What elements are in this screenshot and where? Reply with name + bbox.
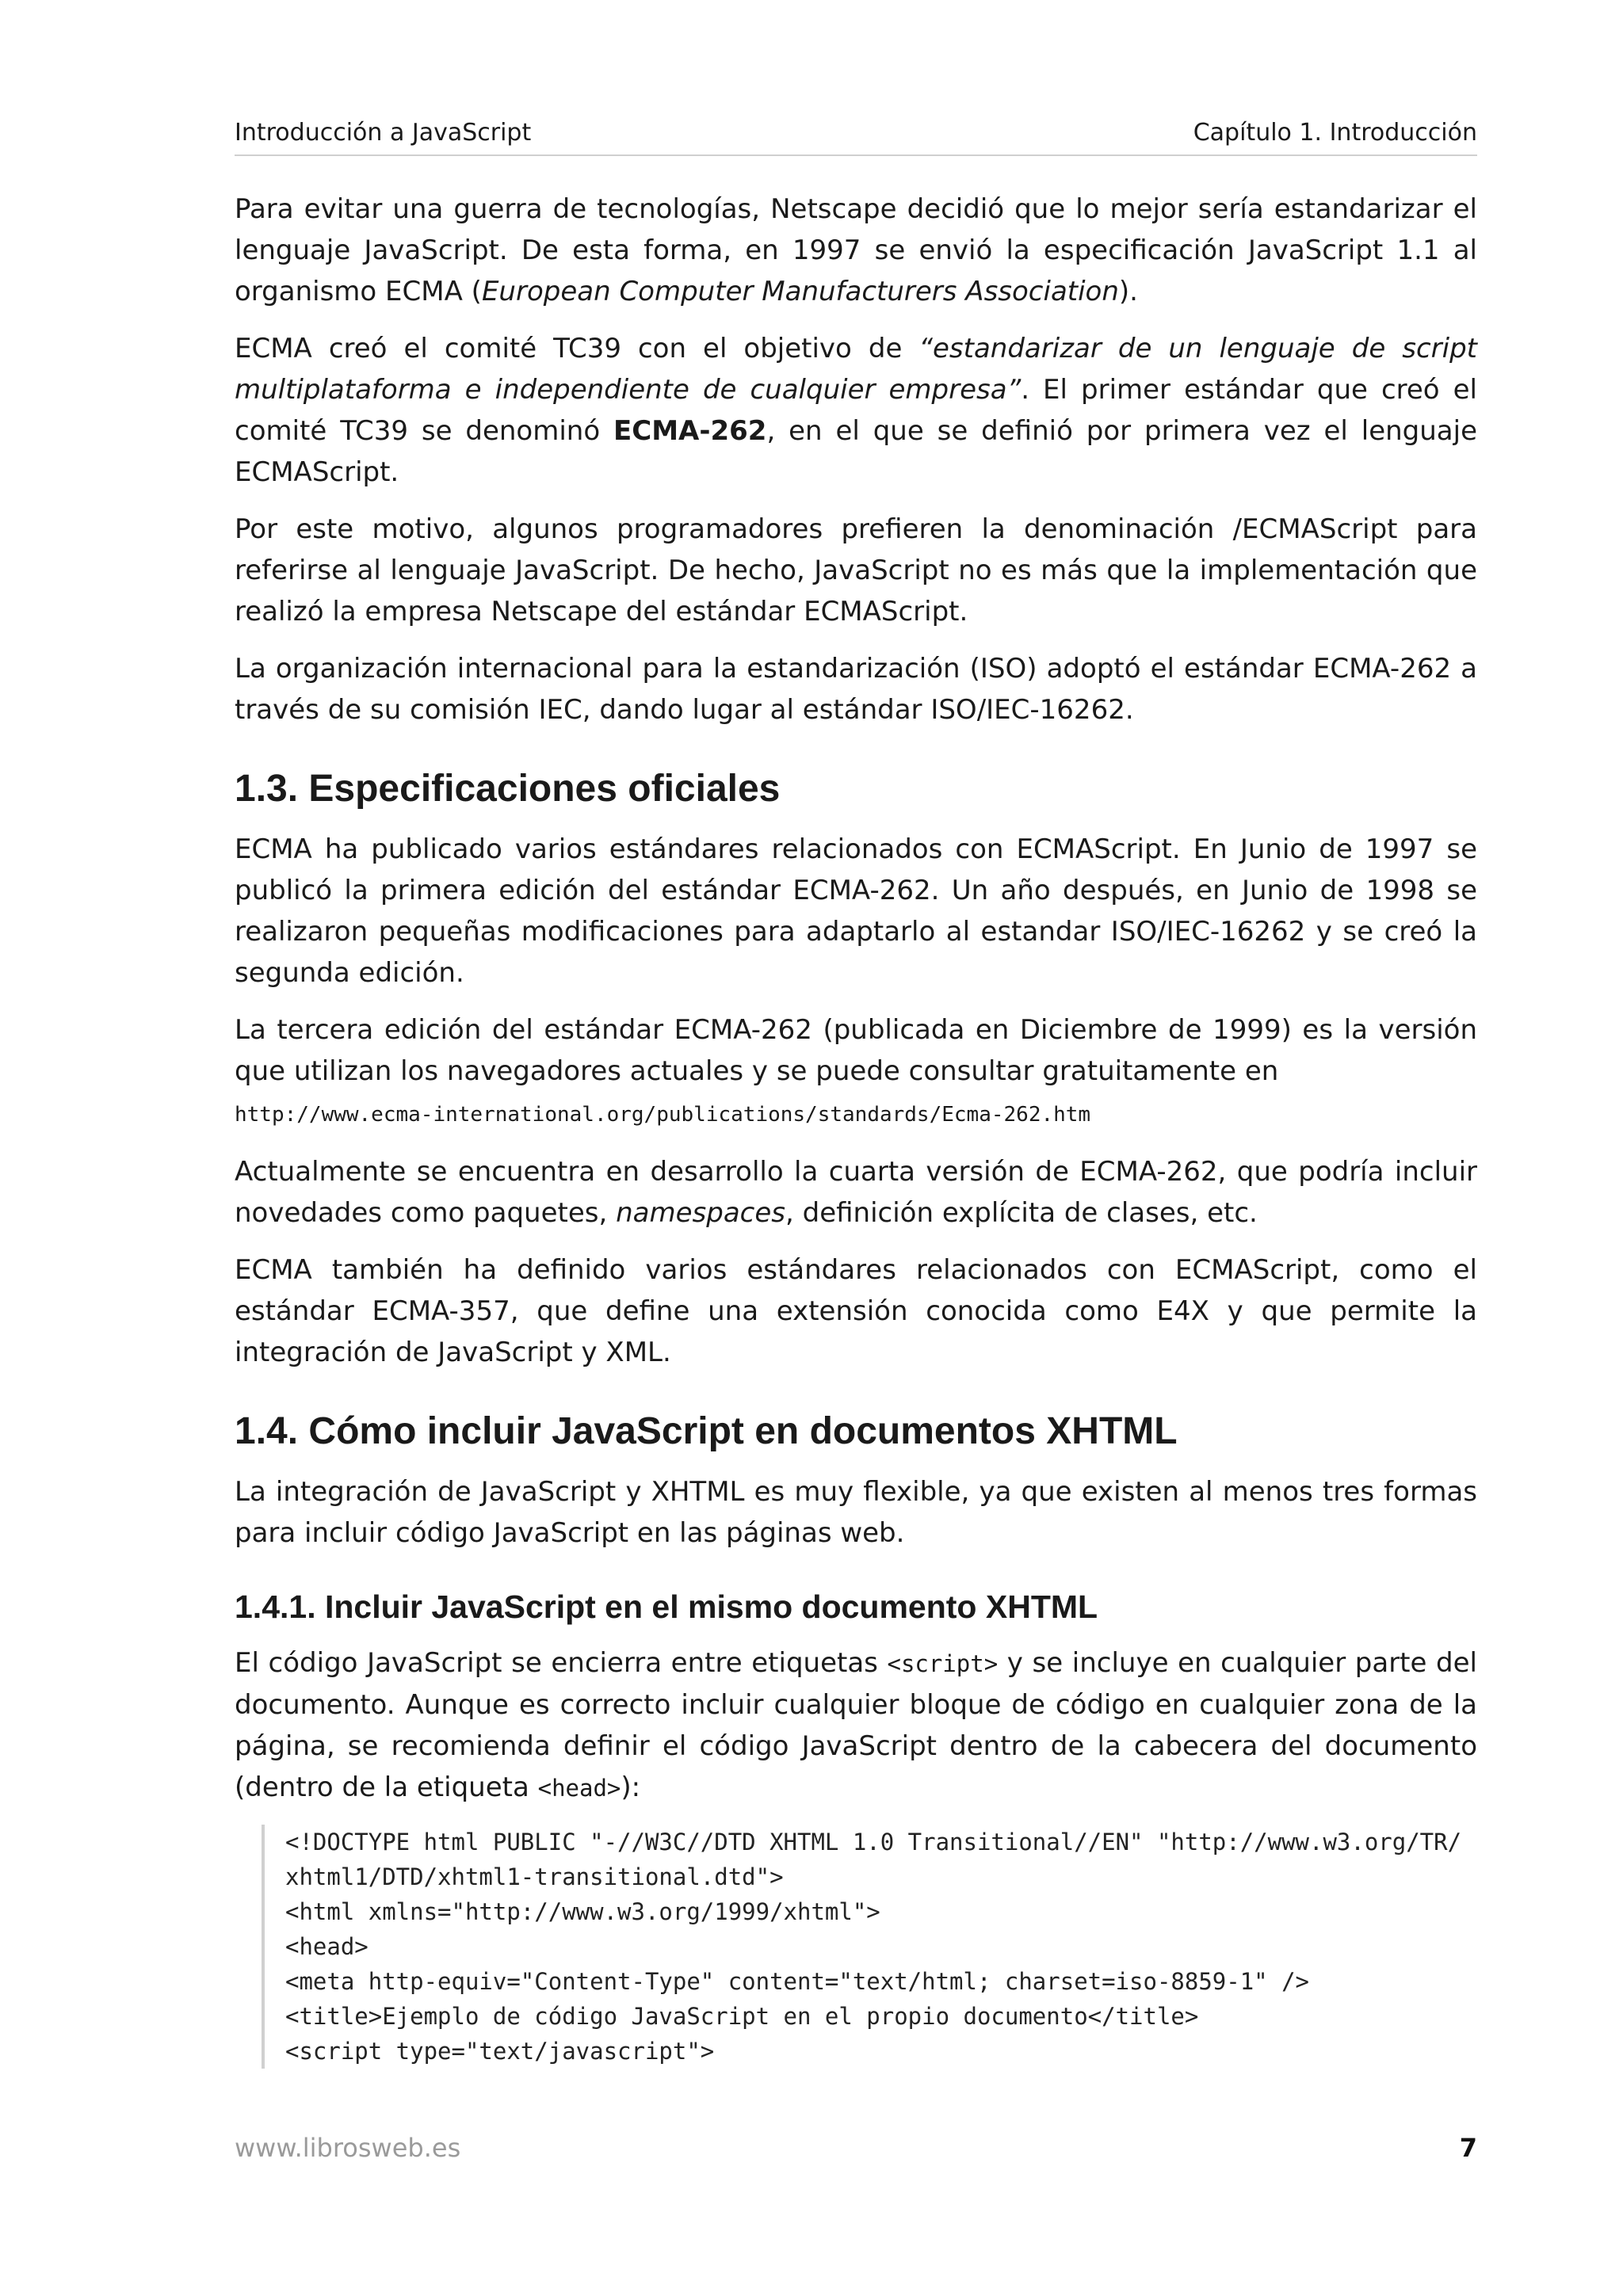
code-line: <script type="text/javascript"> xyxy=(285,2038,715,2065)
bold-ecma-262: ECMA-262 xyxy=(613,415,767,447)
paragraph-tc39 xyxy=(235,328,1477,493)
ecma-262-link[interactable]: http://www.ecma-international.org/publications/standards/Ecma-262.htm xyxy=(235,1103,1091,1127)
paragraph-text: El código JavaScript se encierra entre etiquetas xyxy=(235,1647,888,1679)
italic-namespaces: namespaces xyxy=(616,1197,785,1229)
italic-ecma-name: European Computer Manufacturers Association xyxy=(481,276,1119,307)
paragraph-text: Para evitar una guerra de tecnologías, Netscape decidió que lo mejor sería estandarizar el lenguaje JavaScript. De esta forma, en 1997 se envió la especificación JavaScript 1.1 al organismo ECMA ( xyxy=(235,193,1477,307)
section-heading-specifications: 1.3. Especificaciones oficiales xyxy=(235,768,781,810)
code-line: <html xmlns="http://www.w3.org/1999/xhtml"> xyxy=(285,1898,880,1925)
code-line: <meta http-equiv="Content-Type" content="text/html; charset=iso-8859-1" /> xyxy=(285,1968,1310,1995)
paragraph-script-tag xyxy=(235,1642,1477,1809)
code-line: xhtml1/DTD/xhtml1-transitional.dtd"> xyxy=(285,1863,784,1890)
paragraph-fourth-version xyxy=(235,1151,1477,1234)
paragraph-ecma-editions: ECMA ha publicado varios estándares relacionados con ECMAScript. En Junio de 1997 se publicó la primera edición del estándar ECMA-262. Un año después, en Junio de 1998 se realizaron pequeñas modificaciones para adaptarlo al estandar ISO/IEC-16262 y se creó la segunda edición. xyxy=(235,833,1477,989)
paragraph-iso: La organización internacional para la estandarización (ISO) adoptó el estándar ECMA-262 a través de su comisión IEC, dando lugar al estándar ISO/IEC-16262. xyxy=(235,653,1477,726)
paragraph-text: ECMA creó el comité TC39 con el objetivo de xyxy=(235,333,919,364)
book-title: Introducción a JavaScript xyxy=(235,119,532,147)
running-footer xyxy=(235,2133,1477,2163)
chapter-title: Capítulo 1. Introducción xyxy=(1193,119,1477,147)
paragraph-netscape-standardization xyxy=(235,189,1477,312)
section-heading-include-javascript: 1.4. Cómo incluir JavaScript en documentos XHTML xyxy=(235,1410,1178,1452)
paragraph-text: La tercera edición del estándar ECMA-262 (publicada en Diciembre de 1999) es la versión que utilizan los navegadores actuales y se puede consultar gratuitamente en xyxy=(235,1014,1477,1087)
page-content xyxy=(235,189,1477,2069)
paragraph-text: ): xyxy=(621,1772,641,1803)
code-line: <title>Ejemplo de código JavaScript en el propio documento</title> xyxy=(285,2003,1199,2030)
inline-code-script-tag: <script> xyxy=(887,1650,999,1677)
paragraph-ecma-357: ECMA también ha definido varios estándares relacionados con ECMAScript, como el estándar ECMA-357, que define una extensión conocida como E4X y que permite la integración de JavaScript y XML. xyxy=(235,1254,1477,1368)
subsection-heading-same-document: 1.4.1. Incluir JavaScript en el mismo documento XHTML xyxy=(235,1589,1098,1625)
paragraph-text: , definición explícita de clases, etc. xyxy=(785,1197,1258,1229)
paragraph-text: , en el que se definió por primera vez el lenguaje ECMAScript. xyxy=(235,415,1477,488)
paragraph-text: y se incluye en cualquier parte del documento. Aunque es correcto incluir cualquier bloque de código en cualquier zona de la página, se recomienda definir el código JavaScript dentro de la cabecera del documento (dentro de la etiqueta xyxy=(235,1647,1477,1803)
footer-website-link[interactable]: www.librosweb.es xyxy=(235,2133,461,2163)
paragraph-integration: La integración de JavaScript y XHTML es muy flexible, ya que existen al menos tres formas para incluir código JavaScript en las páginas web. xyxy=(235,1476,1477,1549)
paragraph-ecmascript-name: Por este motivo, algunos programadores prefieren la denominación /ECMAScript para referirse al lenguaje JavaScript. De hecho, JavaScript no es más que la implementación que realizó la empresa Netscape del estándar ECMAScript. xyxy=(235,513,1477,627)
paragraph-third-edition xyxy=(235,1009,1477,1135)
page-number: 7 xyxy=(1459,2133,1477,2163)
code-block xyxy=(262,1825,1477,2069)
paragraph-text: . El primer estándar que creó el comité TC39 se denominó xyxy=(235,374,1477,447)
document-page xyxy=(235,0,1477,2296)
code-line: <!DOCTYPE html PUBLIC "-//W3C//DTD XHTML 1.0 Transitional//EN" "http://www.w3.org/TR/ xyxy=(285,1829,1462,1855)
italic-quote: “estandarizar de un lenguaje de script multiplataforma e independiente de cualquier empresa” xyxy=(235,333,1477,406)
inline-code-head-tag: <head> xyxy=(537,1775,621,1802)
code-line: <head> xyxy=(285,1933,369,1960)
running-header xyxy=(235,119,1477,156)
paragraph-text: ). xyxy=(1118,276,1138,307)
paragraph-text: Actualmente se encuentra en desarrollo la cuarta versión de ECMA-262, que podría incluir novedades como paquetes, xyxy=(235,1156,1477,1229)
